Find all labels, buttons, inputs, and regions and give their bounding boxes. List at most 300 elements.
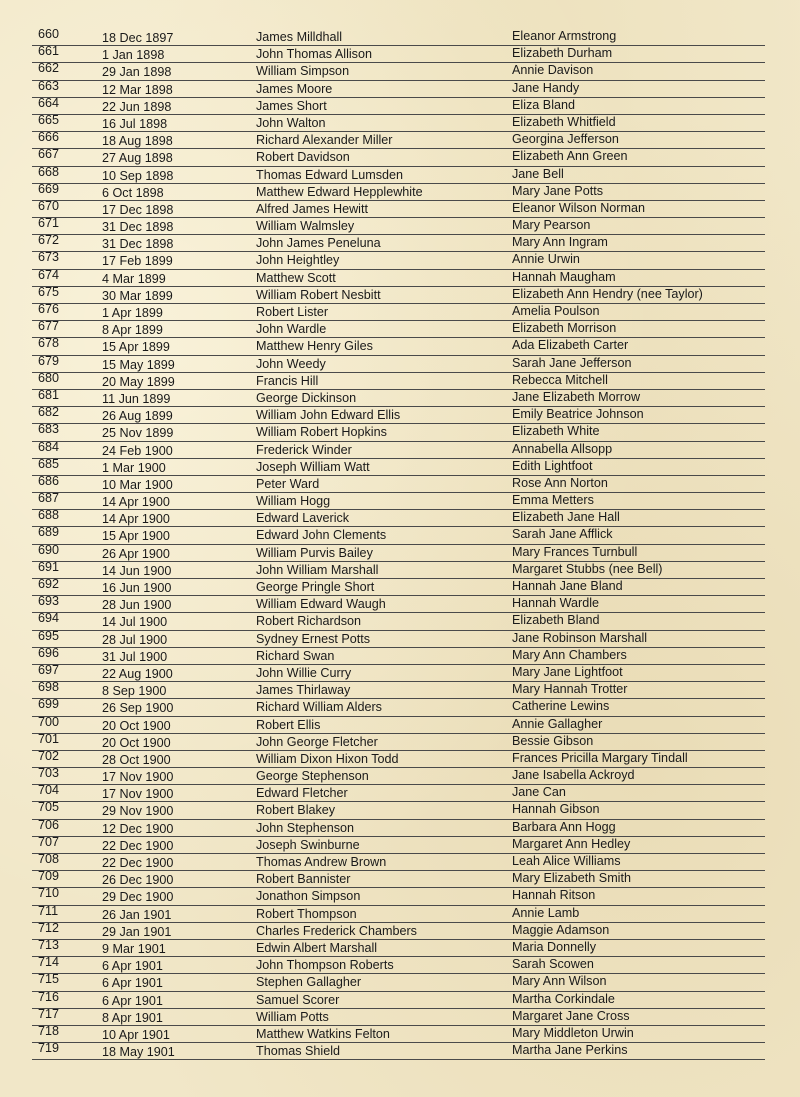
marriage-date: 31 Dec 1898 [102, 220, 174, 235]
marriage-date: 14 Apr 1900 [102, 495, 170, 510]
marriage-date: 22 Dec 1900 [102, 838, 174, 853]
marriage-date: 1 Mar 1900 [102, 460, 166, 475]
table-row [0, 542, 800, 562]
bride-name: Sarah Jane Jefferson [512, 355, 632, 370]
groom-name: Robert Richardson [256, 614, 361, 629]
bride-name: Eleanor Armstrong [512, 29, 617, 43]
table-row [0, 370, 800, 390]
entry-number: 705 [38, 800, 60, 815]
groom-name: William Hogg [256, 494, 331, 509]
bride-name: Sarah Jane Afflick [512, 527, 613, 542]
bride-name: Hannah Gibson [512, 802, 600, 817]
table-row [0, 1023, 800, 1043]
groom-name: Charles Frederick Chambers [256, 923, 417, 938]
table-row [0, 854, 800, 871]
entry-number: 660 [38, 27, 60, 41]
bride-name: Maria Donnelly [512, 939, 596, 954]
groom-name: William Walmsley [256, 219, 355, 234]
table-row [0, 284, 800, 304]
marriage-date: 26 Jan 1901 [102, 907, 172, 922]
groom-name: Peter Ward [256, 476, 320, 491]
marriage-date: 17 Feb 1899 [102, 254, 173, 269]
entry-number: 669 [38, 181, 60, 196]
groom-name: John Thompson Roberts [256, 958, 394, 973]
entry-number: 693 [38, 594, 60, 609]
entry-number: 702 [38, 748, 60, 763]
marriage-date: 20 May 1899 [102, 374, 175, 389]
table-row [0, 235, 800, 252]
bride-name: Leah Alice Williams [512, 854, 621, 868]
table-row [0, 731, 800, 751]
bride-name: Jane Can [512, 785, 566, 800]
marriage-date: 10 Sep 1898 [102, 168, 174, 183]
bride-name: Annabella Allsopp [512, 441, 613, 456]
bride-name: Mary Ann Wilson [512, 974, 607, 989]
table-row [0, 871, 800, 888]
marriage-date: 22 Dec 1900 [102, 856, 174, 870]
groom-name: John Willie Curry [256, 665, 352, 680]
entry-number: 679 [38, 353, 60, 368]
table-row [0, 527, 800, 544]
entry-number: 677 [38, 319, 60, 334]
marriage-date: 6 Apr 1901 [102, 976, 163, 991]
entry-number: 688 [38, 508, 60, 523]
marriage-date: 1 Jan 1898 [102, 48, 165, 63]
entry-number: 663 [38, 78, 60, 93]
marriage-date: 15 Apr 1900 [102, 529, 170, 544]
table-row [0, 149, 800, 166]
table-row [0, 802, 800, 819]
bride-name: Mary Ann Chambers [512, 647, 627, 662]
entry-number: 712 [38, 920, 60, 935]
entry-number: 695 [38, 628, 60, 643]
groom-name: Thomas Andrew Brown [256, 855, 387, 869]
entry-number: 717 [38, 1006, 60, 1021]
groom-name: George Stephenson [256, 769, 369, 784]
bride-name: Mary Middleton Urwin [512, 1025, 634, 1040]
table-row [0, 645, 800, 665]
entry-number: 667 [38, 147, 60, 162]
groom-name: Robert Bannister [256, 872, 351, 887]
bride-name: Elizabeth Ann Hendry (nee Taylor) [512, 286, 703, 301]
groom-name: Jonathon Simpson [256, 889, 361, 904]
groom-name: Matthew Edward Hepplewhite [256, 184, 423, 199]
marriage-date: 6 Apr 1901 [102, 959, 163, 974]
bride-name: Elizabeth Ann Green [512, 149, 628, 164]
entry-number: 685 [38, 456, 60, 471]
table-row [0, 456, 800, 476]
entry-number: 704 [38, 783, 60, 798]
groom-name: John Weedy [256, 356, 326, 371]
table-row [0, 613, 800, 630]
table-row [0, 510, 800, 527]
groom-name: Alfred James Hewitt [256, 201, 368, 216]
table-row [0, 957, 800, 974]
bride-name: Mary Frances Turnbull [512, 544, 638, 559]
entry-number: 716 [38, 989, 60, 1004]
marriage-date: 18 Aug 1898 [102, 134, 173, 149]
bride-name: Eleanor Wilson Norman [512, 200, 645, 215]
table-row [0, 63, 800, 80]
groom-name: John James Peneluna [256, 236, 381, 251]
bride-name: Ada Elizabeth Carter [512, 338, 629, 353]
entry-number: 694 [38, 611, 60, 626]
groom-name: Frederick Winder [256, 442, 352, 457]
bride-name: Annie Gallagher [512, 716, 603, 731]
entry-number: 664 [38, 95, 60, 110]
entry-number: 689 [38, 525, 60, 540]
entry-number: 699 [38, 697, 60, 712]
marriage-date: 20 Oct 1900 [102, 735, 171, 750]
entry-number: 675 [38, 284, 60, 299]
bride-name: Edith Lightfoot [512, 458, 593, 473]
entry-number: 710 [38, 886, 60, 901]
table-row [0, 353, 800, 373]
bride-name: Jane Handy [512, 80, 580, 95]
marriage-date: 14 Jul 1900 [102, 615, 168, 630]
table-row [0, 748, 800, 768]
bride-name: Georgina Jefferson [512, 132, 619, 147]
table-row [0, 473, 800, 493]
bride-name: Jane Bell [512, 166, 564, 181]
table-row [0, 937, 800, 957]
entry-number: 672 [38, 233, 60, 248]
table-row [0, 181, 800, 201]
entry-number: 668 [38, 164, 60, 179]
table-row [0, 579, 800, 596]
bride-name: Martha Jane Perkins [512, 1043, 628, 1058]
groom-name: Francis Hill [256, 373, 319, 388]
bride-name: Mary Jane Lightfoot [512, 664, 623, 679]
entry-number: 708 [38, 852, 60, 866]
groom-name: William Robert Hopkins [256, 425, 387, 440]
table-row [0, 682, 800, 699]
bride-name: Annie Urwin [512, 252, 580, 267]
marriage-date: 18 Dec 1897 [102, 31, 174, 45]
groom-name: Edward Fletcher [256, 786, 348, 801]
table-row [0, 493, 800, 510]
entry-number: 711 [38, 903, 59, 918]
table-row [0, 78, 800, 98]
marriage-date: 1 Apr 1899 [102, 306, 163, 320]
groom-name: William Robert Nesbitt [256, 287, 381, 302]
marriage-date: 26 Sep 1900 [102, 701, 174, 716]
entry-number: 698 [38, 680, 60, 695]
marriage-date: 29 Dec 1900 [102, 890, 174, 905]
marriage-date: 30 Mar 1899 [102, 288, 173, 303]
table-row [0, 989, 800, 1009]
marriage-date: 6 Oct 1898 [102, 185, 164, 200]
table-row [0, 699, 800, 716]
bride-name: Elizabeth Whitfield [512, 114, 616, 129]
groom-name: William John Edward Ellis [256, 408, 401, 423]
groom-name: William Dixon Hixon Todd [256, 751, 399, 766]
entry-number: 670 [38, 198, 60, 213]
entry-number: 683 [38, 422, 60, 437]
table-row [0, 714, 800, 734]
marriage-date: 8 Apr 1901 [102, 1010, 163, 1025]
groom-name: Thomas Edward Lumsden [256, 167, 403, 182]
groom-name: Robert Thompson [256, 906, 357, 921]
bride-name: Hannah Maugham [512, 269, 616, 284]
row-divider [32, 1059, 765, 1060]
table-row [0, 95, 800, 115]
entry-number: 707 [38, 834, 60, 849]
marriage-date: 17 Nov 1900 [102, 787, 174, 802]
marriage-date: 18 May 1901 [102, 1045, 175, 1060]
marriage-date: 22 Jun 1898 [102, 99, 172, 114]
marriage-date: 26 Apr 1900 [102, 546, 170, 561]
marriage-date: 16 Jun 1900 [102, 581, 172, 595]
groom-name: Joseph William Watt [256, 459, 370, 474]
groom-name: George Dickinson [256, 390, 357, 405]
marriage-date: 8 Sep 1900 [102, 684, 167, 699]
bride-name: Rose Ann Norton [512, 475, 608, 490]
bride-name: Mary Elizabeth Smith [512, 871, 631, 886]
bride-name: Sarah Scowen [512, 957, 594, 972]
bride-name: Mary Hannah Trotter [512, 682, 628, 697]
groom-name: John Stephenson [256, 820, 355, 835]
entry-number: 718 [38, 1023, 60, 1038]
groom-name: William Purvis Bailey [256, 545, 373, 560]
marriage-date: 8 Apr 1899 [102, 323, 163, 338]
table-row [0, 785, 800, 802]
table-row [0, 662, 800, 682]
marriage-date: 17 Dec 1898 [102, 202, 174, 217]
marriage-date: 28 Jun 1900 [102, 598, 172, 613]
groom-name: Robert Blakey [256, 803, 336, 818]
bride-name: Elizabeth Durham [512, 46, 613, 61]
marriage-date: 31 Jul 1900 [102, 649, 168, 664]
entry-number: 714 [38, 955, 60, 970]
groom-name: John Wardle [256, 322, 327, 337]
marriage-date: 22 Aug 1900 [102, 666, 173, 681]
table-row [0, 888, 800, 905]
table-row [0, 903, 800, 923]
bride-name: Eliza Bland [512, 97, 576, 112]
bride-name: Frances Pricilla Margary Tindall [512, 750, 688, 765]
table-row [0, 252, 800, 269]
table-row [0, 439, 800, 459]
entry-number: 719 [38, 1041, 60, 1056]
entry-number: 709 [38, 869, 60, 884]
marriage-date: 11 Jun 1899 [102, 391, 171, 406]
marriage-date: 17 Nov 1900 [102, 770, 174, 785]
bride-name: Margaret Jane Cross [512, 1008, 630, 1023]
bride-name: Mary Pearson [512, 218, 591, 233]
table-row [0, 46, 800, 63]
table-row [0, 834, 800, 854]
entry-number: 715 [38, 972, 60, 987]
marriage-register-table [0, 29, 800, 1060]
bride-name: Margaret Stubbs (nee Bell) [512, 561, 663, 576]
bride-name: Hannah Ritson [512, 888, 596, 903]
marriage-date: 28 Oct 1900 [102, 752, 171, 767]
table-row [0, 596, 800, 613]
entry-number: 662 [38, 61, 60, 76]
table-row [0, 321, 800, 338]
entry-number: 666 [38, 130, 60, 145]
bride-name: Mary Ann Ingram [512, 235, 608, 250]
entry-number: 681 [38, 387, 60, 402]
groom-name: George Pringle Short [256, 580, 375, 594]
groom-name: Samuel Scorer [256, 992, 340, 1007]
table-row [0, 768, 800, 785]
marriage-date: 4 Mar 1899 [102, 271, 166, 286]
entry-number: 676 [38, 302, 60, 316]
entry-number: 684 [38, 439, 60, 454]
table-row [0, 1043, 800, 1060]
groom-name: Robert Lister [256, 305, 329, 319]
bride-name: Rebecca Mitchell [512, 372, 608, 387]
groom-name: James Moore [256, 81, 333, 96]
entry-number: 682 [38, 405, 60, 420]
groom-name: Matthew Henry Giles [256, 339, 373, 354]
entry-number: 665 [38, 112, 60, 127]
table-row [0, 424, 800, 441]
table-row [0, 817, 800, 837]
marriage-date: 15 Apr 1899 [102, 340, 170, 355]
entry-number: 697 [38, 662, 60, 677]
groom-name: John George Fletcher [256, 734, 378, 749]
groom-name: John William Marshall [256, 562, 379, 577]
table-row [0, 112, 800, 132]
entry-number: 674 [38, 267, 60, 282]
table-row [0, 304, 800, 321]
bride-name: Maggie Adamson [512, 922, 610, 937]
marriage-date: 9 Mar 1901 [102, 941, 166, 956]
groom-name: William Potts [256, 1009, 329, 1024]
entry-number: 691 [38, 559, 60, 574]
marriage-date: 20 Oct 1900 [102, 718, 171, 733]
groom-name: Robert Ellis [256, 717, 321, 732]
groom-name: Thomas Shield [256, 1044, 340, 1059]
entry-number: 700 [38, 714, 60, 729]
bride-name: Emma Metters [512, 493, 594, 508]
marriage-date: 16 Jul 1898 [102, 116, 168, 131]
groom-name: Matthew Watkins Felton [256, 1026, 390, 1041]
marriage-date: 29 Jan 1901 [102, 924, 172, 939]
bride-name: Jane Isabella Ackroyd [512, 768, 635, 783]
groom-name: James Short [256, 98, 327, 113]
marriage-date: 31 Dec 1898 [102, 237, 174, 252]
bride-name: Martha Corkindale [512, 991, 615, 1006]
table-row [0, 267, 800, 287]
marriage-date: 29 Jan 1898 [102, 65, 172, 80]
table-row [0, 920, 800, 940]
table-row [0, 1006, 800, 1026]
entry-number: 690 [38, 542, 60, 557]
bride-name: Hannah Jane Bland [512, 579, 623, 593]
entry-number: 706 [38, 817, 60, 832]
entry-number: 661 [38, 44, 60, 59]
bride-name: Hannah Wardle [512, 596, 600, 611]
groom-name: John Thomas Allison [256, 47, 372, 62]
groom-name: Robert Davidson [256, 150, 350, 165]
bride-name: Annie Davison [512, 63, 594, 78]
entry-number: 678 [38, 336, 60, 351]
bride-name: Amelia Poulson [512, 304, 600, 318]
groom-name: Edward Laverick [256, 511, 350, 526]
entry-number: 673 [38, 250, 60, 265]
bride-name: Catherine Lewins [512, 699, 610, 714]
groom-name: John Walton [256, 115, 326, 130]
marriage-date: 29 Nov 1900 [102, 804, 174, 819]
groom-name: Joseph Swinburne [256, 837, 360, 852]
table-row [0, 559, 800, 579]
table-row [0, 29, 800, 46]
table-row [0, 164, 800, 184]
groom-name: Edward John Clements [256, 528, 387, 543]
groom-name: Matthew Scott [256, 270, 336, 285]
entry-number: 686 [38, 473, 60, 488]
bride-name: Margaret Ann Hedley [512, 836, 631, 851]
marriage-date: 12 Mar 1898 [102, 82, 173, 97]
table-row [0, 338, 800, 355]
bride-name: Emily Beatrice Johnson [512, 407, 644, 422]
groom-name: James Thirlaway [256, 683, 351, 698]
table-row [0, 407, 800, 424]
marriage-date: 27 Aug 1898 [102, 151, 173, 166]
bride-name: Annie Lamb [512, 905, 580, 920]
bride-name: Jane Robinson Marshall [512, 630, 648, 645]
groom-name: Richard Swan [256, 648, 335, 663]
entry-number: 680 [38, 370, 60, 385]
marriage-date: 24 Feb 1900 [102, 443, 173, 458]
table-row [0, 218, 800, 235]
groom-name: Stephen Gallagher [256, 975, 362, 990]
groom-name: Edwin Albert Marshall [256, 940, 378, 955]
marriage-date: 14 Jun 1900 [102, 563, 172, 578]
groom-name: Richard Alexander Miller [256, 133, 393, 148]
groom-name: James Milldhall [256, 30, 343, 44]
groom-name: Richard William Alders [256, 700, 382, 715]
table-row [0, 628, 800, 648]
bride-name: Elizabeth White [512, 424, 600, 439]
entry-number: 671 [38, 216, 60, 231]
marriage-date: 12 Dec 1900 [102, 821, 174, 836]
entry-number: 696 [38, 645, 60, 660]
bride-name: Jane Elizabeth Morrow [512, 389, 641, 404]
marriage-date: 28 Jul 1900 [102, 632, 168, 647]
table-row [0, 387, 800, 407]
marriage-date: 15 May 1899 [102, 357, 175, 372]
bride-name: Elizabeth Bland [512, 613, 600, 628]
marriage-date: 6 Apr 1901 [102, 993, 163, 1008]
marriage-date: 26 Dec 1900 [102, 873, 174, 888]
bride-name: Elizabeth Jane Hall [512, 510, 620, 525]
groom-name: William Simpson [256, 64, 350, 79]
bride-name: Mary Jane Potts [512, 183, 603, 198]
marriage-date: 10 Mar 1900 [102, 477, 173, 492]
bride-name: Bessie Gibson [512, 733, 594, 748]
groom-name: John Heightley [256, 253, 340, 268]
table-row [0, 132, 800, 149]
marriage-date: 26 Aug 1899 [102, 409, 173, 424]
bride-name: Elizabeth Morrison [512, 321, 617, 336]
groom-name: Sydney Ernest Potts [256, 631, 371, 646]
entry-number: 687 [38, 491, 60, 506]
entry-number: 701 [38, 731, 60, 746]
marriage-date: 10 Apr 1901 [102, 1027, 170, 1042]
table-row [0, 974, 800, 991]
entry-number: 713 [38, 937, 60, 952]
bride-name: Barbara Ann Hogg [512, 819, 616, 834]
table-row [0, 198, 800, 218]
marriage-date: 14 Apr 1900 [102, 512, 170, 527]
marriage-date: 25 Nov 1899 [102, 426, 174, 441]
groom-name: William Edward Waugh [256, 597, 386, 612]
